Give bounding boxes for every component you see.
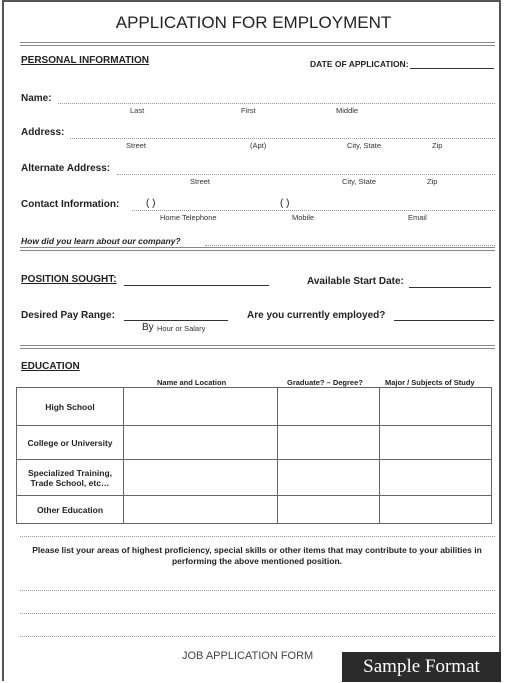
how-learn-label: How did you learn about our company? bbox=[21, 236, 181, 246]
name-sub-last: Last bbox=[130, 106, 145, 115]
contact-field[interactable] bbox=[132, 210, 495, 211]
col-major: Major / Subjects of Study bbox=[385, 378, 475, 387]
address-label: Address: bbox=[21, 127, 65, 138]
proficiency-prompt: Please list your areas of highest proficiency, special skills or other items that may contribute to your abilities in performing the above mentioned position. bbox=[32, 545, 482, 566]
personal-heading: PERSONAL INFORMATION bbox=[21, 55, 149, 66]
row-college: College or University bbox=[17, 426, 124, 460]
divider bbox=[20, 247, 495, 251]
proficiency-line-2[interactable] bbox=[20, 613, 495, 614]
contact-sub-home: Home Telephone bbox=[160, 213, 217, 222]
cell-major[interactable] bbox=[380, 496, 492, 524]
footer-label: JOB APPLICATION FORM bbox=[182, 650, 314, 662]
cell-name-location[interactable] bbox=[124, 496, 278, 524]
date-label: DATE OF APPLICATION: bbox=[310, 59, 409, 69]
contact-label: Contact Information: bbox=[21, 199, 120, 210]
pay-sub: Hour or Salary bbox=[157, 324, 206, 333]
position-sought-field[interactable] bbox=[124, 285, 269, 286]
address-sub-apt: (Apt) bbox=[250, 141, 267, 150]
cell-graduate[interactable] bbox=[278, 460, 380, 496]
position-sought-label: POSITION SOUGHT: bbox=[21, 274, 117, 285]
table-row bbox=[17, 388, 492, 426]
row-high-school: High School bbox=[17, 388, 124, 426]
contact-sub-email: Email bbox=[408, 213, 427, 222]
address-field[interactable] bbox=[70, 138, 495, 139]
cell-graduate[interactable] bbox=[278, 496, 380, 524]
cell-name-location[interactable] bbox=[124, 426, 278, 460]
alt-address-field[interactable] bbox=[117, 174, 495, 175]
cell-graduate[interactable] bbox=[278, 388, 380, 426]
proficiency-line-1[interactable] bbox=[20, 590, 495, 591]
divider bbox=[20, 345, 495, 349]
cell-major[interactable] bbox=[380, 388, 492, 426]
cell-name-location[interactable] bbox=[124, 388, 278, 426]
sample-format-badge: Sample Format bbox=[342, 652, 501, 682]
pay-range-label: Desired Pay Range: bbox=[21, 310, 115, 321]
alt-address-label: Alternate Address: bbox=[21, 163, 111, 174]
form-title: APPLICATION FOR EMPLOYMENT bbox=[115, 13, 392, 32]
how-learn-field[interactable] bbox=[205, 245, 495, 246]
cell-major[interactable] bbox=[380, 426, 492, 460]
name-label: Name: bbox=[21, 93, 52, 104]
table-row bbox=[17, 496, 492, 524]
cell-name-location[interactable] bbox=[124, 460, 278, 496]
pay-range-field[interactable] bbox=[124, 320, 228, 321]
row-other: Other Education bbox=[17, 496, 124, 524]
alt-address-sub-zip: Zip bbox=[427, 177, 438, 186]
start-date-label: Available Start Date: bbox=[307, 276, 404, 287]
table-row bbox=[17, 460, 492, 496]
address-sub-city: City, State bbox=[347, 141, 382, 150]
name-field[interactable] bbox=[58, 103, 495, 104]
home-area-code[interactable]: ( ) bbox=[146, 198, 156, 209]
mobile-area-code[interactable]: ( ) bbox=[280, 198, 290, 209]
table-row bbox=[17, 426, 492, 460]
cell-graduate[interactable] bbox=[278, 426, 380, 460]
address-sub-street: Street bbox=[126, 141, 147, 150]
employed-field[interactable] bbox=[394, 320, 494, 321]
date-field[interactable] bbox=[410, 68, 494, 69]
cell-major[interactable] bbox=[380, 460, 492, 496]
contact-sub-mobile: Mobile bbox=[292, 213, 315, 222]
pay-sub-by: By bbox=[142, 322, 154, 333]
start-date-field[interactable] bbox=[409, 287, 491, 288]
address-sub-zip: Zip bbox=[432, 141, 443, 150]
education-heading: EDUCATION bbox=[21, 361, 80, 372]
employed-label: Are you currently employed? bbox=[247, 310, 386, 321]
name-sub-middle: Middle bbox=[336, 106, 359, 115]
col-name-location: Name and Location bbox=[157, 378, 227, 387]
row-specialized: Specialized Training, Trade School, etc… bbox=[17, 460, 124, 496]
col-graduate: Graduate? – Degree? bbox=[287, 378, 363, 387]
proficiency-line-3[interactable] bbox=[20, 636, 495, 637]
education-table bbox=[16, 387, 492, 524]
name-sub-first: First bbox=[241, 106, 256, 115]
divider bbox=[20, 536, 495, 537]
alt-address-sub-city: City, State bbox=[342, 177, 377, 186]
alt-address-sub-street: Street bbox=[190, 177, 211, 186]
divider bbox=[20, 42, 495, 46]
